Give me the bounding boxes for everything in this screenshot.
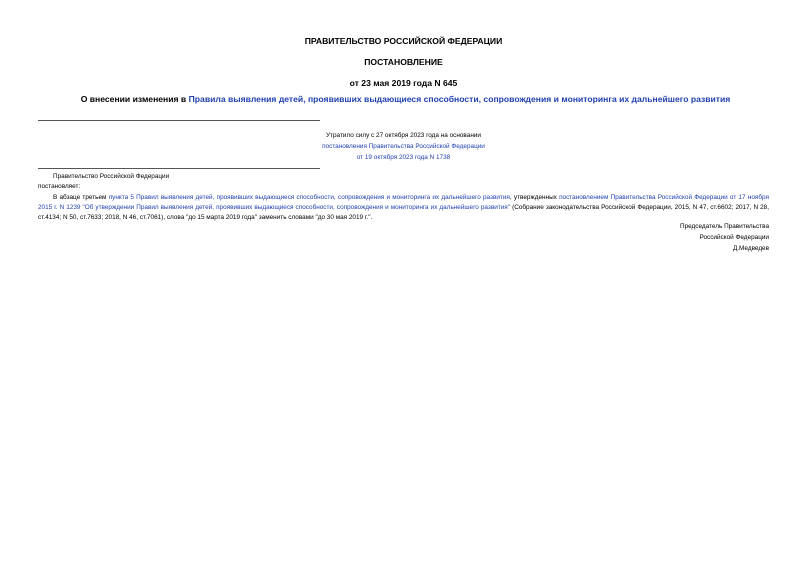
repeal-notice: Утратило силу с 27 октября 2023 года на основании (326, 132, 481, 139)
paragraph-text-2: , утвержденных (509, 194, 560, 201)
divider-bottom (38, 168, 320, 169)
resolution-verb: постановляет: (38, 183, 81, 190)
resolution-paragraph (38, 193, 769, 223)
divider-top (38, 120, 320, 121)
rules-link[interactable]: Правила выявления детей, проявивших выдающиеся способности, сопровождения и мониторинга их дальнейшего развития (188, 94, 731, 104)
document-type-heading: ПОСТАНОВЛЕНИЕ (364, 57, 443, 67)
issuing-body: Правительство Российской Федерации (53, 173, 170, 180)
repeal-decree-link[interactable]: постановления Правительства Российской Федерации (322, 143, 485, 150)
repeal-decree-date-link[interactable]: от 19 октября 2023 года N 1738 (356, 154, 451, 161)
government-heading: ПРАВИТЕЛЬСТВО РОССИЙСКОЙ ФЕДЕРАЦИИ (304, 36, 503, 46)
signatory-title: Председатель Правительства (680, 223, 769, 230)
signatory-name: Д.Медведев (732, 245, 769, 252)
decree-1239-link[interactable]: постановлением Правительства Российской Федерации от 17 ноября 2015 г. N 1239 "Об утверждении Правил выявления детей, проявивших выдающиеся способности, сопровождения и мониторинга их дальнейшего развития" (38, 194, 769, 211)
repeal-notice-link-line2 (0, 153, 807, 163)
document-subject (38, 94, 773, 105)
subject-prefix: О внесении изменения в (80, 94, 189, 104)
paragraph-text-1: В абзаце третьем (53, 194, 109, 201)
signatory-country: Российской Федерации (699, 234, 769, 241)
paragraph-text-3: (Собрание законодательства Российской Федерации, 2015, N 47, ст.6602; 2017, N 28, ст.4134; N 50, ст.7633; 2018, N 46, ст.7061), слова "до 15 марта 2019 года" заменить словами "до 30 мая 2019 г.". (38, 204, 770, 221)
paragraph-5-link[interactable]: пункта 5 Правил выявления детей, проявивших выдающиеся способности, сопровождения и мониторинга их дальнейшего развития (108, 194, 510, 201)
document-date-number: от 23 мая 2019 года N 645 (349, 78, 458, 88)
repeal-notice-link-line1 (0, 142, 807, 152)
